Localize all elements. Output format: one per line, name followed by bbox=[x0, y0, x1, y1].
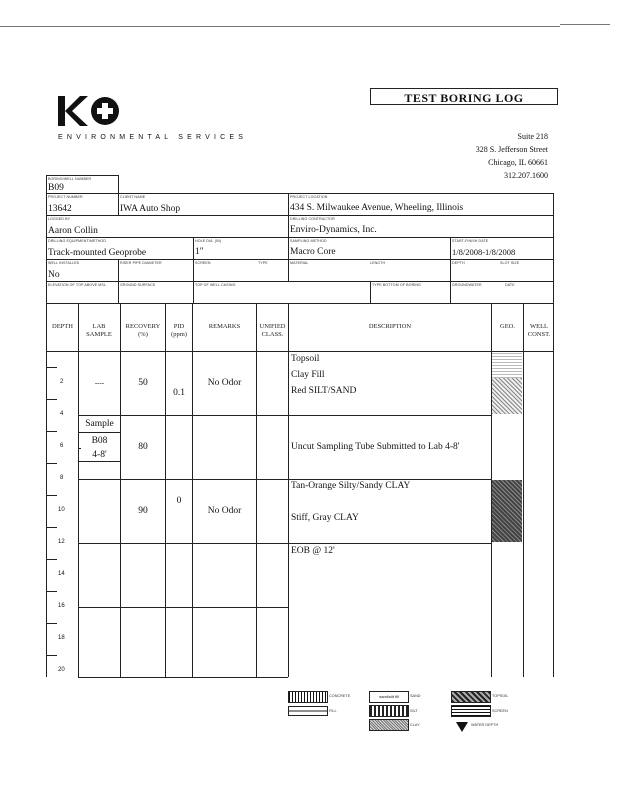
r3-remarks: No Odor bbox=[207, 506, 242, 516]
geo-topsoil-pattern bbox=[492, 352, 522, 378]
legend-concrete-label: CONCRETE bbox=[329, 694, 351, 698]
project-location-label: PROJECT LOCATION bbox=[290, 195, 328, 199]
legend-topsoil-swatch bbox=[451, 691, 491, 703]
company-tagline: ENVIRONMENTAL SERVICES bbox=[58, 134, 248, 141]
address-line: 328 S. Jefferson Street bbox=[475, 145, 548, 154]
client-label: CLIENT NAME bbox=[120, 195, 146, 199]
legend-concrete-swatch bbox=[288, 691, 328, 703]
material-label: MATERIAL bbox=[290, 261, 309, 265]
r3-recovery: 90 bbox=[138, 506, 148, 516]
legend-sand-swatch: sand/silt fill bbox=[369, 691, 409, 703]
drilling-contractor-label: DRILLING CONTRACTOR bbox=[290, 217, 335, 221]
type-bottom-label: TYPE BOTTOM OF BORING bbox=[372, 283, 421, 287]
depth-mark: 10 bbox=[58, 507, 65, 513]
well-installed-label: WELL INSTALLED bbox=[48, 261, 80, 265]
page-title: TEST BORING LOG bbox=[404, 91, 524, 105]
legend-clay-swatch bbox=[369, 719, 409, 731]
address-line: 312.207.1600 bbox=[504, 171, 548, 180]
r1-recovery: 50 bbox=[138, 378, 148, 388]
col-geo-header: GEO. bbox=[500, 323, 515, 330]
length-label: LENGTH bbox=[370, 261, 386, 265]
r2-recovery: 80 bbox=[138, 442, 148, 452]
depth-mark: 6 bbox=[60, 443, 64, 449]
r1-remarks: No Odor bbox=[207, 378, 242, 388]
legend-fill-swatch bbox=[288, 706, 328, 716]
depth-mark: 8 bbox=[60, 475, 64, 481]
r2-lab-id: B08 bbox=[91, 436, 108, 446]
boring-label: BORING/WELL NUMBER bbox=[48, 177, 92, 181]
water-depth-icon bbox=[456, 719, 468, 737]
r2-lab-sample: Sample bbox=[85, 419, 114, 429]
title-box bbox=[370, 88, 558, 105]
r3-desc-tan-clay: Tan-Orange Silty/Sandy CLAY bbox=[291, 481, 411, 491]
r1-lab: ---- bbox=[94, 379, 105, 387]
scan-line-top bbox=[0, 26, 560, 27]
col-recovery-header: RECOVERY (%) bbox=[125, 323, 161, 338]
type-label: TYPE bbox=[258, 261, 268, 265]
col-pid-header: PID (ppm) bbox=[171, 323, 187, 338]
col-unified-header: UNIFIED CLASS. bbox=[259, 323, 286, 338]
geo-clay-pattern bbox=[492, 480, 522, 542]
address-line: Chicago, IL 60661 bbox=[488, 158, 548, 167]
legend-sand-label: SAND bbox=[410, 694, 421, 698]
project-number-value: 13642 bbox=[48, 204, 72, 214]
well-installed-value: No bbox=[48, 270, 60, 280]
slot-label: SLOT SIZE bbox=[500, 261, 520, 265]
r2-desc: Uncut Sampling Tube Submitted to Lab 4-8' bbox=[291, 442, 460, 452]
depth-mark: 4 bbox=[60, 411, 64, 417]
depth-mark: 14 bbox=[58, 571, 65, 577]
well-casing-label: TOP OF WELL CASING bbox=[195, 283, 236, 287]
logo-icon bbox=[58, 94, 128, 132]
depth-mark: 18 bbox=[58, 635, 65, 641]
r1-desc-silt-sand: Red SILT/SAND bbox=[291, 386, 357, 396]
logged-by-label: LOGGED BY bbox=[48, 217, 71, 221]
r1-desc-clay-fill: Clay Fill bbox=[291, 370, 325, 380]
legend-water-label: WATER DEPTH bbox=[471, 723, 499, 727]
logged-by-value: Aaron Collin bbox=[48, 226, 98, 236]
boring-value: B09 bbox=[48, 183, 64, 193]
r3-pid: 0 bbox=[176, 496, 182, 506]
r2-lab-depth: 4-8' bbox=[92, 450, 107, 460]
geo-fill-pattern bbox=[492, 378, 522, 414]
r1-pid: 0.1 bbox=[173, 388, 185, 398]
r4-desc-eob: EOB @ 12' bbox=[291, 546, 335, 556]
legend-screen-swatch bbox=[451, 705, 491, 717]
start-finish-label: START-FINISH DATE bbox=[452, 239, 489, 243]
sampling-method-value: Macro Core bbox=[290, 247, 336, 257]
col-description-header: DESCRIPTION bbox=[368, 323, 412, 330]
start-finish-value: 1/8/2008-1/8/2008 bbox=[452, 247, 516, 257]
legend-clay-label: CLAY bbox=[410, 723, 420, 727]
depth-mark: 12 bbox=[58, 539, 65, 545]
riser-label: RISER PIPE DIAMETER bbox=[120, 261, 162, 265]
r1-desc-topsoil: Topsoil bbox=[291, 354, 320, 364]
legend-fill-label: FILL bbox=[329, 709, 337, 713]
hole-dia-value: 1" bbox=[195, 247, 204, 257]
legend-topsoil-label: TOPSOIL bbox=[492, 694, 509, 698]
depth-mark: 2 bbox=[60, 379, 64, 385]
drilling-contractor-value: Enviro-Dynamics, Inc. bbox=[290, 225, 377, 235]
col-depth-header: DEPTH bbox=[52, 323, 73, 330]
col-remarks-header: REMARKS bbox=[208, 323, 241, 330]
screen-label: SCREEN bbox=[195, 261, 211, 265]
depth-mark: 20 bbox=[58, 667, 65, 673]
project-number-label: PROJECT NUMBER bbox=[48, 195, 83, 199]
legend-screen-label: SCREEN bbox=[492, 709, 508, 713]
groundwater-label: GROUNDWATER bbox=[452, 283, 482, 287]
equipment-value: Track-mounted Geoprobe bbox=[48, 248, 147, 258]
legend-silt-label: SILT bbox=[410, 709, 418, 713]
project-location-value: 434 S. Milwaukee Avenue, Wheeling, Illinois bbox=[290, 203, 464, 213]
company-logo bbox=[58, 94, 128, 137]
r3-desc-gray-clay: Stiff, Gray CLAY bbox=[291, 513, 359, 523]
legend-silt-swatch bbox=[369, 705, 409, 717]
depth-mark: 16 bbox=[58, 603, 65, 609]
col-lab-sample-header: LAB SAMPLE bbox=[86, 323, 112, 338]
ground-surface-label: GROUND SURFACE bbox=[120, 283, 156, 287]
client-value: IWA Auto Shop bbox=[120, 204, 181, 214]
hole-dia-label: HOLE DIA. (IN) bbox=[195, 239, 222, 243]
elevation-label: ELEVATION OF TOP ABOVE MSL bbox=[48, 283, 106, 287]
sampling-method-label: SAMPLING METHOD bbox=[290, 239, 327, 243]
col-well-header: WELL CONST. bbox=[527, 323, 551, 338]
depth-label: DEPTH bbox=[452, 261, 465, 265]
equipment-label: DRILLING EQUIPMENT/METHOD bbox=[48, 239, 107, 243]
company-address bbox=[476, 130, 548, 182]
date-label: DATE bbox=[505, 283, 515, 287]
address-line: Suite 218 bbox=[517, 132, 548, 141]
scan-line-top-2 bbox=[560, 24, 610, 25]
